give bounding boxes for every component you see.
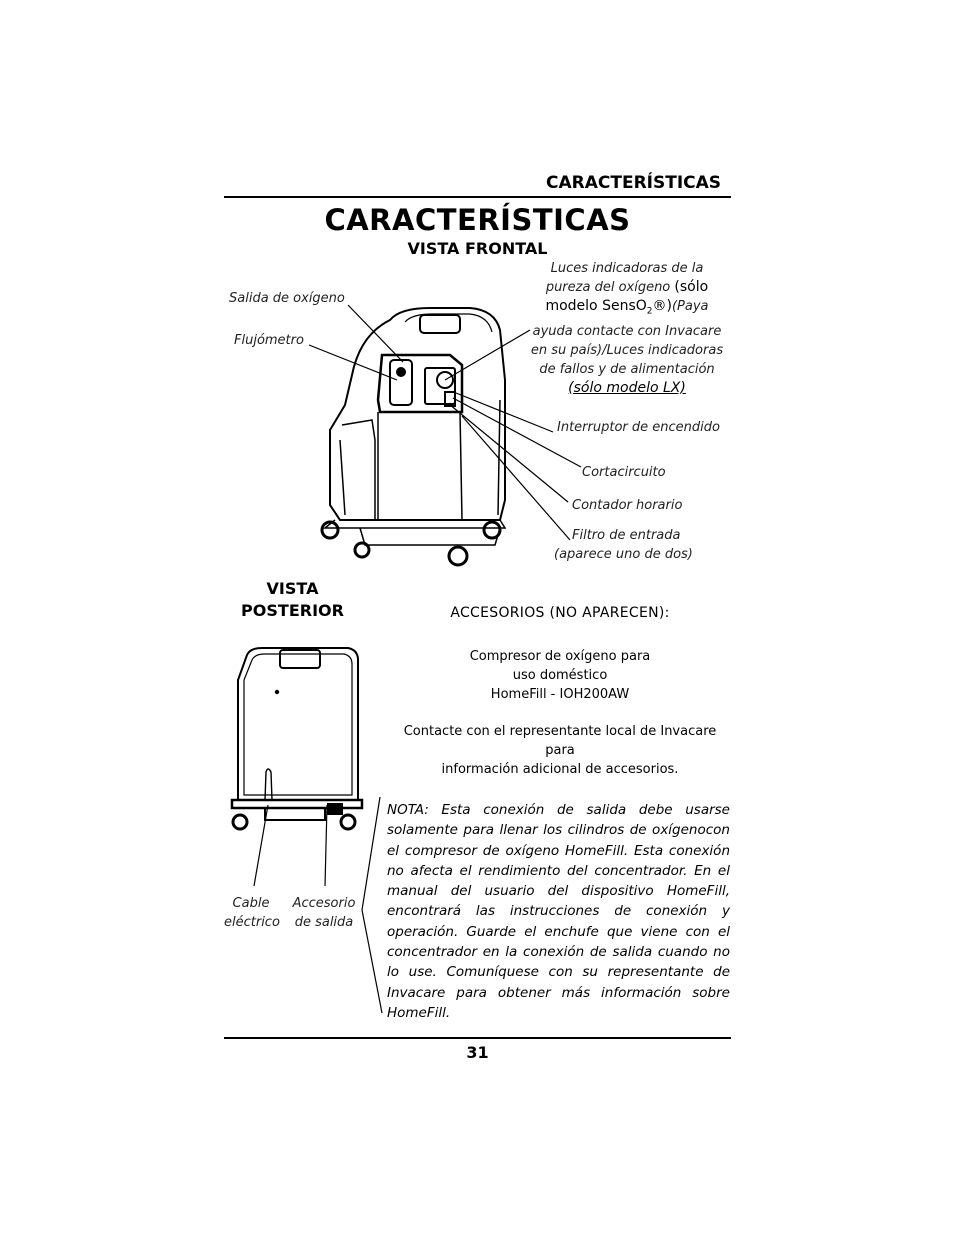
inlet-filter-label-line1: Filtro de entrada: [572, 528, 681, 543]
purity-line-6: de fallos y de alimentación: [539, 361, 715, 377]
front-view-heading: VISTA FRONTAL: [407, 239, 548, 258]
flowmeter-label: Flujómetro: [234, 333, 304, 348]
purity-indicator-callout: [524, 259, 730, 398]
page-title: CARACTERÍSTICAS: [324, 203, 631, 237]
purity-line-2: pureza del oxígeno (sólo: [545, 279, 709, 295]
rear-view-heading: VISTA POSTERIOR: [241, 579, 344, 620]
accessories-contact-note: Contacte con el representante local de Invacare para información adicional de accesorios.: [403, 724, 717, 777]
running-header: CARACTERÍSTICAS: [546, 173, 722, 193]
oxygen-outlet-label: Salida de oxígeno: [229, 291, 345, 306]
homefill-note: NOTA: Esta conexión de salida debe usarse solamente para llenar los cilindros de oxígenocon el compresor de oxígeno HomeFill. Esta conexión no afecta el rendimiento del concentrador. En el manual del usuario del dispositivo HomeFill, encontrará las instrucciones de conexión y operación. Guarde el enchufe que viene con el concentrador en la conexión de salida cuando no lo use. Comuníquese con su representante de Invacare para obtener más información sobre HomeFill.: [387, 802, 730, 1021]
purity-line-7: (sólo modelo LX): [568, 379, 686, 396]
footer-rule: [224, 1037, 731, 1039]
accessory-item: Compresor de oxígeno para uso doméstico HomeFill - IOH200AW: [469, 649, 651, 702]
purity-line-5: en su país)/Luces indicadoras: [530, 342, 724, 358]
purity-line-1: Luces indicadoras de la: [550, 261, 704, 276]
inlet-filter-label-line2: (aparece uno de dos): [554, 547, 693, 562]
power-cord-label: Cable eléctrico: [224, 896, 280, 930]
accessories-heading: ACCESORIOS (NO APARECEN):: [450, 605, 670, 621]
purity-line-3: modelo SensO$_2$®)(Paya: [545, 298, 709, 317]
front-view-illustration: [322, 308, 505, 565]
purity-line-4: ayuda contacte con Invacare: [532, 323, 722, 339]
outlet-accessory-label: Accesorio de salida: [292, 896, 356, 930]
page-number: 31: [466, 1043, 489, 1062]
power-switch-label: Interruptor de encendido: [557, 420, 720, 435]
circuit-breaker-label: Cortacircuito: [582, 465, 666, 480]
rear-view-illustration: [232, 648, 362, 829]
hour-meter-label: Contador horario: [572, 498, 683, 513]
